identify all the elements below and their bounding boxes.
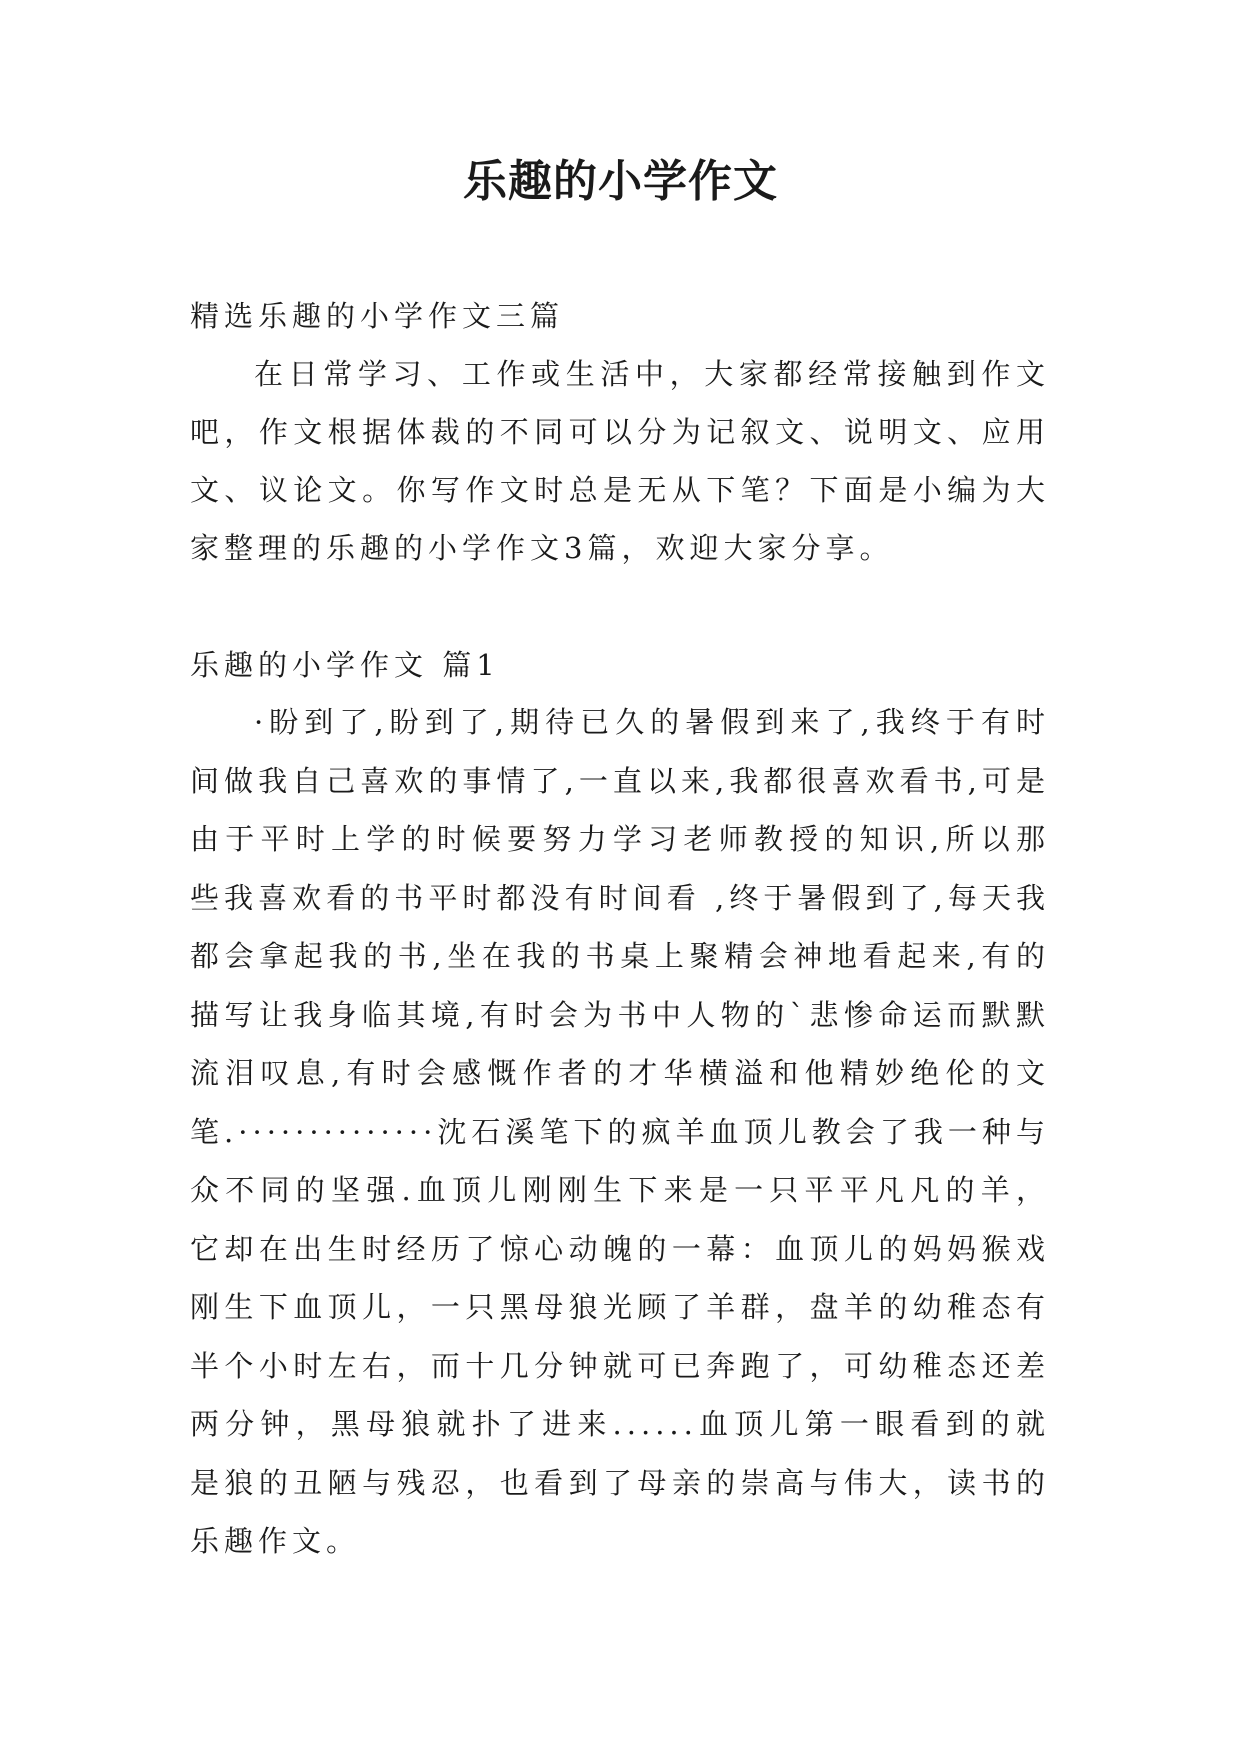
section-body-1: ·盼到了,盼到了,期待已久的暑假到来了,我终于有时间做我自己喜欢的事情了,一直以来,我都很喜欢看书,可是由于平时上学的时候要努力学习老师教授的知识,所以那些我喜欢看的书平时都没有时间看 ,终于暑假到了,每天我都会拿起我的书,坐在我的书桌上聚精会神地看起来,有的描写让我身临其境,有时会为书中人物的`悲惨命运而默默流泪叹息,有时会感慨作者的才华横溢和他精妙绝伦的文笔.··············沈石溪笔下的疯羊血顶儿教会了我一种与众不同的坚强.血顶儿刚刚生下来是一只平平凡凡的羊，它却在出生时经历了惊心动魄的一幕：血顶儿的妈妈猴戏刚生下血顶儿，一只黑母狼光顾了羊群，盘羊的幼稚态有半个小时左右，而十几分钟就可已奔跑了，可幼稚态还差两分钟，黑母狼就扑了进来......血顶儿第一眼看到的就是狼的丑陋与残忍，也看到了母亲的崇高与伟大，读书的乐趣作文。 [190, 705, 1050, 1558]
section-heading-1: 乐趣的小学作文 篇1 [190, 648, 500, 682]
document-subtitle: 精选乐趣的小学作文三篇 [190, 299, 565, 333]
intro-paragraph: 在日常学习、工作或生活中，大家都经常接触到作文吧，作文根据体裁的不同可以分为记叙文、说明文、应用文、议论文。你写作文时总是无从下笔？下面是小编为大家整理的乐趣的小学作文3篇，欢迎大家分享。 [190, 357, 1050, 565]
document-title: 乐趣的小学作文 [463, 156, 778, 207]
